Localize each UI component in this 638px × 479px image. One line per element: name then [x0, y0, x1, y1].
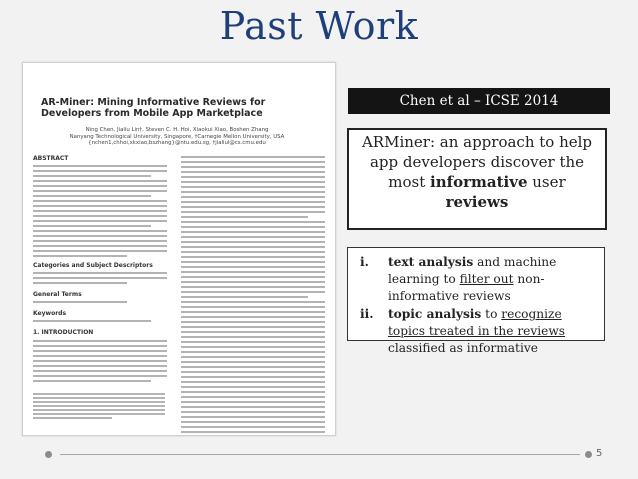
summary-emphasis: reviews	[445, 193, 509, 211]
point-keyword: topic analysis	[388, 307, 482, 321]
summary-line-3	[349, 172, 605, 192]
footer-rule	[60, 454, 580, 455]
summary-text: user	[527, 173, 566, 191]
point-text-part: classified as informative	[388, 341, 538, 355]
paper-intro-text	[33, 340, 167, 385]
point-underlined: topics treated in the reviews	[388, 324, 566, 338]
paper-keywords-text	[33, 320, 167, 325]
paper-authors: Ning Chen, Jialiu Lin†, Steven C. H. Hoi, Xiaokui Xiao, Boshen Zhang	[85, 127, 269, 133]
point-text	[388, 306, 600, 357]
paper-thumbnail	[22, 62, 336, 436]
paper-affiliation: Nanyang Technological University, Singapore, †Carnegie Mellon University, USA	[69, 133, 285, 140]
summary-line-1: ARMiner: an approach to help	[361, 133, 593, 151]
point-text-part: non-	[513, 272, 545, 286]
summary-emphasis: informative	[430, 173, 528, 191]
paper-footnote	[33, 393, 165, 421]
paper-right-column-text	[181, 156, 325, 436]
point-underlined: filter out	[459, 272, 514, 286]
point-text-part: to	[481, 307, 502, 321]
footer-dot-left	[45, 451, 52, 458]
point-text-part: and machine	[473, 255, 557, 269]
page-number: 5	[596, 448, 603, 459]
paper-abstract-text	[33, 165, 167, 260]
point-text	[388, 254, 600, 305]
footer-dot-right	[585, 451, 592, 458]
summary-box	[347, 128, 607, 230]
point-numeral: i.	[360, 255, 369, 269]
paper-terms-heading: General Terms	[33, 291, 82, 298]
paper-authors-block	[57, 127, 297, 147]
paper-categories-heading: Categories and Subject Descriptors	[33, 262, 153, 269]
point-text-part: learning to	[388, 272, 460, 286]
paper-keywords-heading: Keywords	[33, 310, 67, 317]
summary-line-2: app developers discover the	[369, 153, 585, 171]
point-underlined: recognize	[501, 307, 562, 321]
point-text-part: informative reviews	[388, 289, 511, 303]
paper-title: AR-Miner: Mining Informative Reviews for Developers from Mobile App Marketplace	[41, 97, 266, 119]
point-keyword: text analysis	[388, 255, 474, 269]
summary-text: most	[388, 173, 431, 191]
citation-bar: Chen et al – ICSE 2014	[348, 88, 610, 114]
slide-title: Past Work	[219, 4, 419, 48]
paper-emails: {nchen1,chhoi,xkxiao,bszhang}@ntu.edu.sg, †jialiul@cs.cmu.edu	[88, 140, 266, 146]
point-numeral: ii.	[360, 307, 374, 321]
paper-categories-text	[33, 272, 167, 287]
points-box	[347, 247, 605, 355]
paper-abstract-heading: ABSTRACT	[33, 155, 69, 162]
summary-line-4	[349, 192, 605, 212]
paper-intro-heading: 1. INTRODUCTION	[33, 329, 94, 336]
paper-terms-text	[33, 301, 167, 306]
